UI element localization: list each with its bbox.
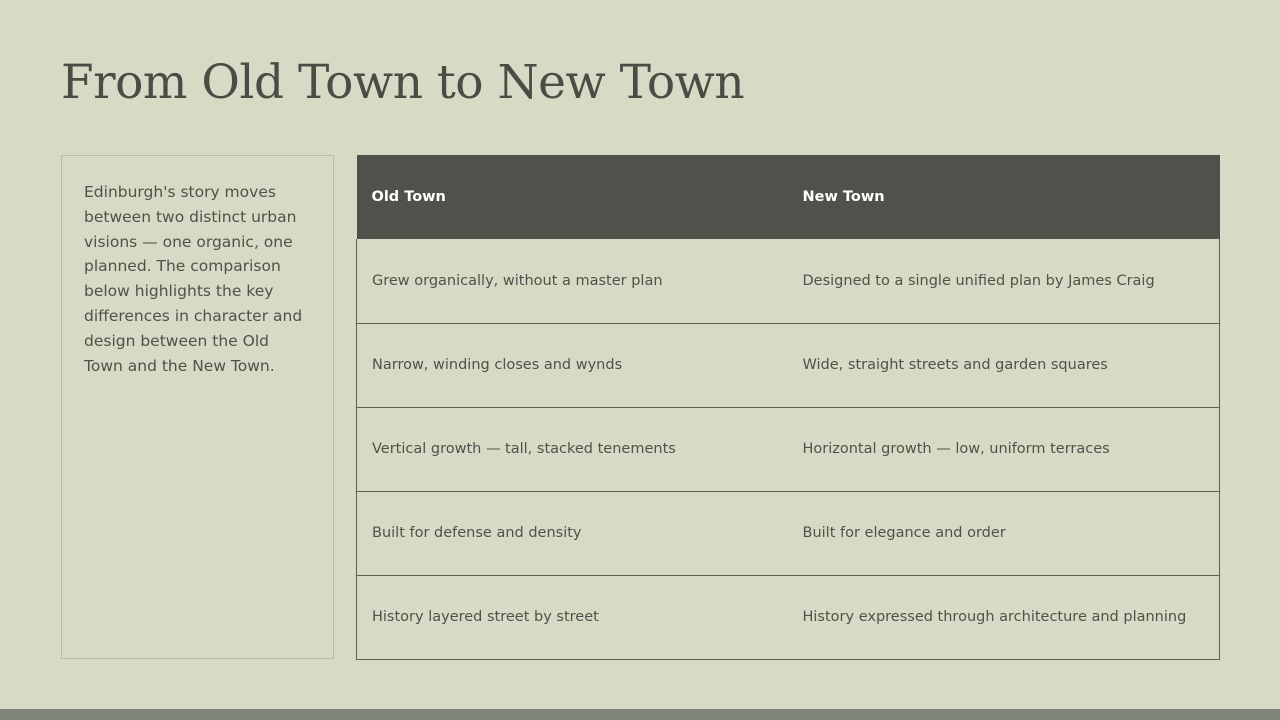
header-new-town: New Town — [802, 189, 885, 205]
table-row — [357, 575, 1220, 659]
table-row — [357, 491, 1220, 575]
header-old-town: Old Town — [371, 189, 446, 205]
cell-new-town: Built for elegance and order — [788, 491, 1220, 575]
cell-old-town: Narrow, winding closes and wynds — [357, 323, 788, 407]
footer-bar — [0, 709, 1280, 720]
cell-old-town: Built for defense and density — [357, 491, 788, 575]
table-row — [357, 407, 1220, 491]
table-row — [357, 239, 1220, 323]
table-row — [357, 323, 1220, 407]
cell-new-town: Horizontal growth — low, uniform terraces — [788, 407, 1220, 491]
cell-old-town: Grew organically, without a master plan — [357, 239, 788, 323]
cell-new-town: Designed to a single unified plan by James Craig — [788, 239, 1220, 323]
cell-old-town: History layered street by street — [357, 575, 788, 659]
table-header-row — [357, 155, 1220, 239]
cell-new-town: Wide, straight streets and garden squares — [788, 323, 1220, 407]
cell-new-town: History expressed through architecture and planning — [788, 575, 1220, 659]
intro-panel — [61, 155, 334, 659]
comparison-table — [356, 155, 1220, 660]
intro-text: Edinburgh's story moves between two distinct urban visions — one organic, one planned. The comparison below highlights the key differences in character and design between the Old Town and the New Town. — [84, 183, 303, 375]
cell-old-town: Vertical growth — tall, stacked tenements — [357, 407, 788, 491]
slide-title: From Old Town to New Town — [61, 55, 745, 110]
